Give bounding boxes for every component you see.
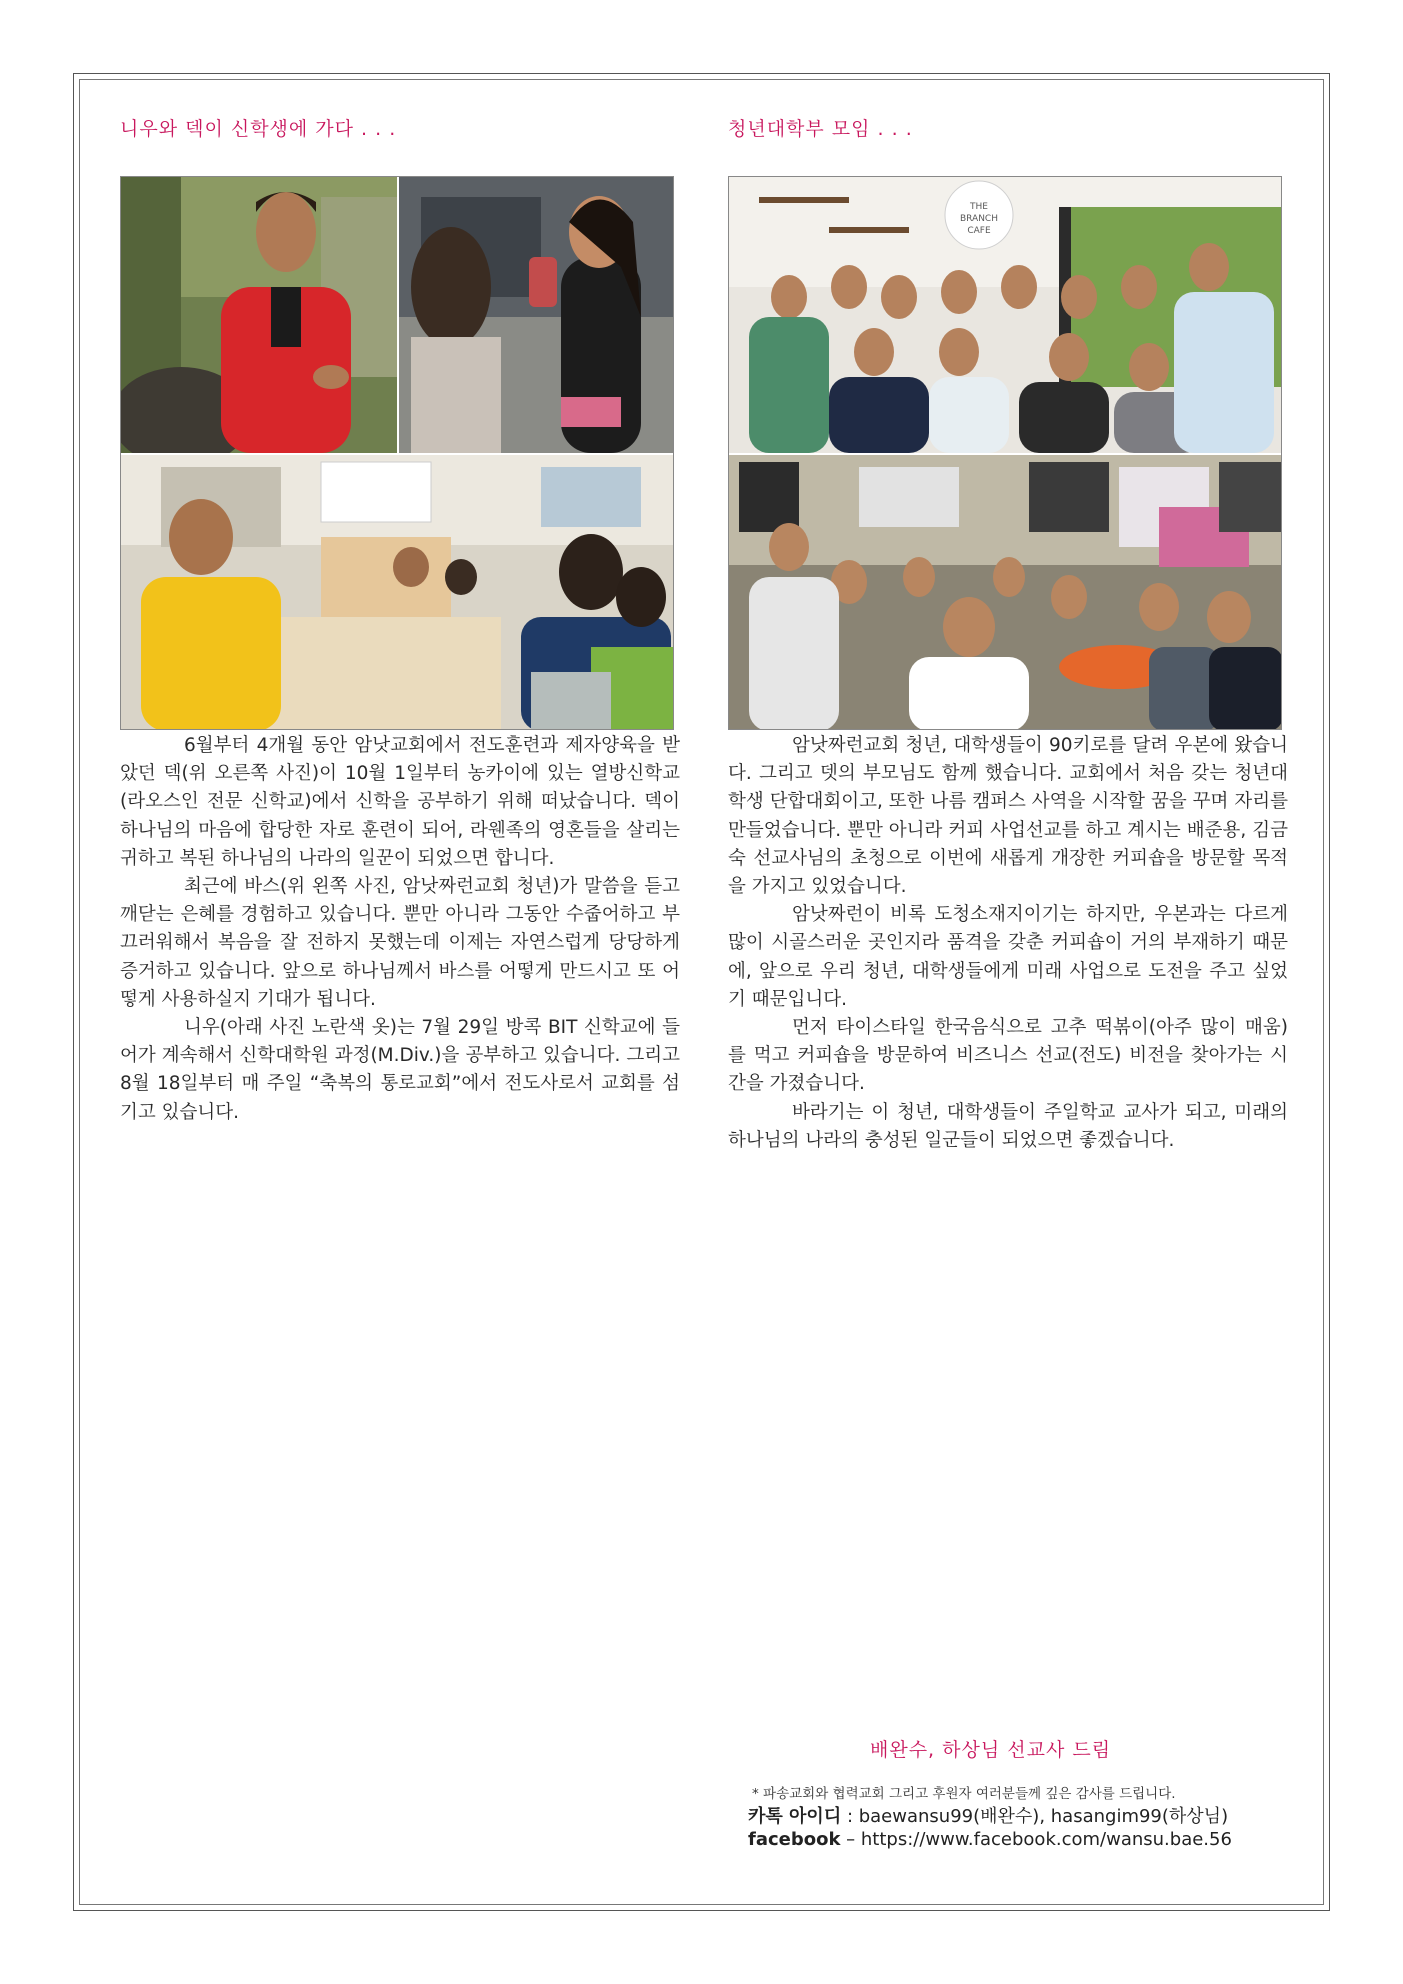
facebook-label: facebook xyxy=(748,1829,841,1850)
left-photo-collage xyxy=(120,176,674,730)
svg-text:CAFE: CAFE xyxy=(967,226,991,236)
cafe-sign: THE xyxy=(970,202,988,212)
kakao-label: 카톡 아이디 xyxy=(748,1806,842,1827)
left-paragraph: 6월부터 4개월 동안 암낫교회에서 전도훈련과 제자양육을 받았던 덱(위 오른쪽 사진)이 10월 1일부터 농카이에 있는 열방신학교(라오스인 전문 신학교)에서 신학을 공부하기 위해 떠났습니다. 덱이 하나님의 마음에 합당한 자로 훈련이 되어, 라웬족의 영혼들을 살리는 귀하고 복된 하나님의 나라의 일꾼이 되었으면 합니다. xyxy=(120,735,680,869)
photo-group-at-restaurant xyxy=(729,455,1282,730)
right-paragraph: 암낫짜런이 비록 도청소재지이기는 하지만, 우본과는 다르게 많이 시골스러운 곳인지라 품격을 갖춘 커피숍이 거의 부재하기 때문에, 앞으로 우리 청년, 대학생들에게 미래 사업으로 도전을 주고 싶었기 때문입니다. xyxy=(728,904,1288,1010)
photo-man-red-shirt xyxy=(121,177,398,467)
right-section-heading: 청년대학부 모임 . . . xyxy=(728,118,913,140)
signature: 배완수, 하상님 선교사 드림 xyxy=(870,1739,1112,1761)
left-body-text xyxy=(120,732,680,1127)
photo-classroom xyxy=(121,455,674,730)
right-paragraph: 바라기는 이 청년, 대학생들이 주일학교 교사가 되고, 미래의 하나님의 나라의 충성된 일군들이 되었으면 좋겠습니다. xyxy=(728,1101,1288,1151)
right-photo-collage xyxy=(728,176,1282,730)
facebook-contact xyxy=(748,1829,1232,1850)
facebook-url[interactable]: – https://www.facebook.com/wansu.bae.56 xyxy=(840,1829,1232,1850)
right-paragraph: 암낫짜런교회 청년, 대학생들이 90키로를 달려 우본에 왔습니다. 그리고 뎃의 부모님도 함께 했습니다. 교회에서 처음 갖는 청년대학생 단합대회이고, 또한 나름 캠퍼스 사역을 시작할 꿈을 꾸며 자리를 만들었습니다. 뿐만 아니라 커피 사업선교를 하고 계시는 배준용, 김금숙 선교사님의 초청으로 이번에 새롭게 개장한 커피숍을 방문할 목적을 가지고 있었습니다. xyxy=(728,735,1288,898)
left-paragraph: 최근에 바스(위 왼쪽 사진, 암낫짜런교회 청년)가 말씀을 듣고 깨닫는 은혜를 경험하고 있습니다. 뿐만 아니라 그동안 수줍어하고 부끄러워해서 복음을 잘 전하지 못했는데 이제는 자연스럽게 당당하게 증거하고 있습니다. 앞으로 하나님께서 바스를 어떻게 만드시고 또 어떻게 사용하실지 기대가 됩니다. xyxy=(120,876,680,1010)
photo-woman-holding-item xyxy=(399,177,674,453)
thanks-note: * 파송교회와 협력교회 그리고 후원자 여러분들께 깊은 감사를 드립니다. xyxy=(752,1786,1176,1802)
right-paragraph: 먼저 타이스타일 한국음식으로 고추 떡볶이(아주 많이 매움)를 먹고 커피숍을 방문하여 비즈니스 선교(전도) 비전을 찾아가는 시간을 가졌습니다. xyxy=(728,1017,1288,1095)
svg-text:BRANCH: BRANCH xyxy=(959,214,999,224)
left-paragraph: 니우(아래 사진 노란색 옷)는 7월 29일 방콕 BIT 신학교에 들어가 계속해서 신학대학원 과정(M.Div.)을 공부하고 있습니다. 그리고 8월 18일부터 매 주일 “축복의 통로교회”에서 전도사로서 교회를 섬기고 있습니다. xyxy=(120,1017,680,1123)
photo-group-at-cafe xyxy=(729,177,1282,453)
kakao-contact xyxy=(748,1802,1228,1828)
left-section-heading: 니우와 덱이 신학생에 가다 . . . xyxy=(120,118,397,140)
right-body-text xyxy=(728,732,1288,1155)
kakao-ids: : baewansu99(배완수), hasangim99(하상님) xyxy=(841,1806,1229,1827)
